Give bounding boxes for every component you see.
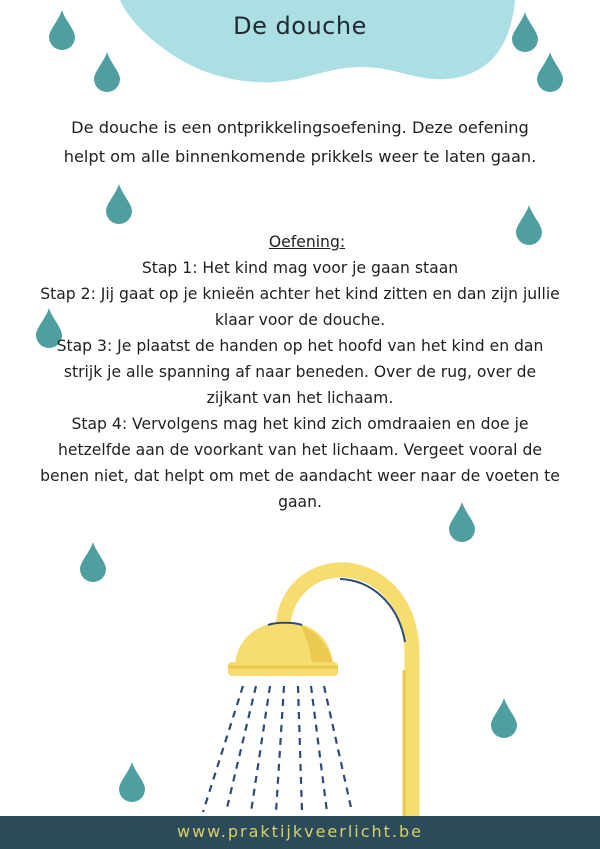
- water-drop-icon: [537, 52, 563, 92]
- step-2: Stap 2: Jij gaat op je knieën achter het kind zitten en dan zijn jullie klaar voor de douche.: [40, 285, 560, 329]
- shower-icon: [0, 550, 600, 820]
- intro-text: De douche is een ontprikkelingsoefening. Deze oefening helpt om alle binnenkomende prikkels weer te laten gaan.: [63, 118, 537, 166]
- footer-url: www.praktijkveerlicht.be: [176, 822, 424, 841]
- page-title: De douche: [233, 12, 367, 40]
- step-4: Stap 4: Vervolgens mag het kind zich omdraaien en doe je hetzelfde aan de voorkant van het lichaam. Vergeet vooral de benen niet, dat helpt om met de aandacht weer naar de voeten te gaan.: [40, 415, 560, 511]
- water-drop-icon: [94, 52, 120, 92]
- step-3: Stap 3: Je plaatst de handen op het hoofd van het kind en dan strijk je alle spanning af naar beneden. Over de rug, over de zijkant van het lichaam.: [56, 337, 544, 407]
- exercise-heading: Oefening:: [268, 233, 346, 251]
- water-drop-icon: [49, 10, 75, 50]
- footer-bar: [0, 816, 600, 849]
- water-drop-icon: [106, 184, 132, 224]
- water-drop-icon: [512, 12, 538, 52]
- step-1: Stap 1: Het kind mag voor je gaan staan: [141, 259, 459, 277]
- exercise-section: [40, 229, 560, 515]
